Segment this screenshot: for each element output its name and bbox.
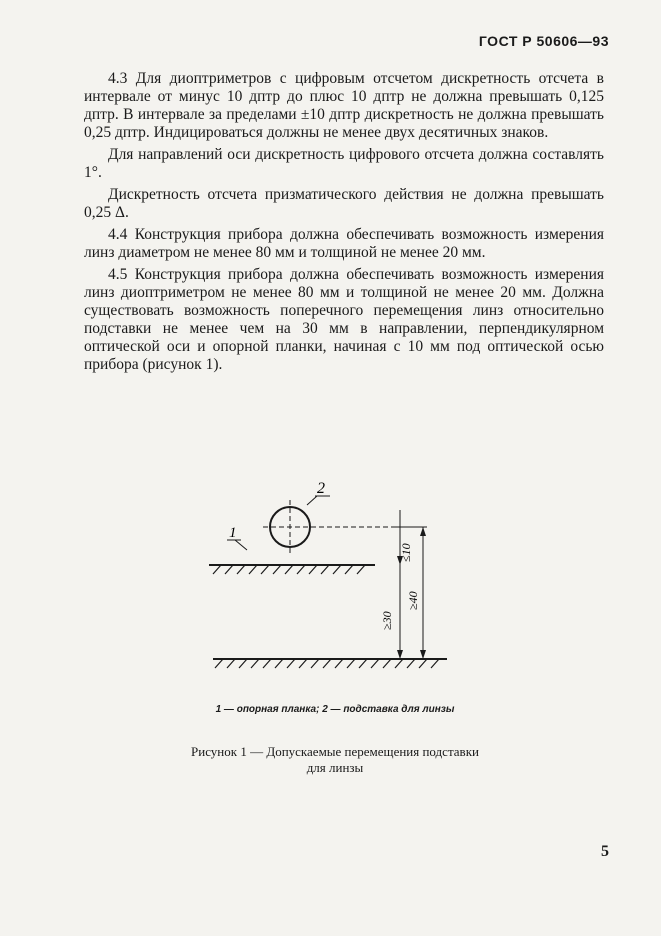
callout-1-label: 1 [229,525,237,541]
callout-1-leader [235,540,247,550]
figure-legend: 1 — опорная планка; 2 — подставка для линзы [215,704,455,715]
body-text [84,70,604,378]
dimension-40-arrow-bottom [420,650,426,659]
lower-base-hatch [215,659,439,668]
dimension-30-label: ≥30 [380,611,394,630]
callout-2-leader [307,496,317,505]
page-number: 5 [601,843,609,860]
paragraph-4-5: 4.5 Конструкция прибора должна обеспечивать возможность измерения линз диоптриметром не менее 80 мм и толщиной не менее 20 мм. Должна существовать возможность поперечного перемещения линз относительно подставки не менее чем на 30 мм в направлении, перпендикулярном оптической оси и опорной планки, начиная с 10 мм под оптической осью прибора (рисунок 1). [84,266,604,373]
figure-1-diagram [195,470,455,680]
dimension-40-label: ≥40 [406,591,420,610]
document-header: ГОСТ Р 50606—93 [478,33,609,49]
dimension-small-label: ≤10 [399,543,413,562]
dimension-40-arrow-top [420,527,426,536]
reference-plate-hatch [213,565,365,574]
paragraph-4-4: 4.4 Конструкция прибора должна обеспечивать возможность измерения линз диаметром не менее 80 мм и толщиной не менее 20 мм. [84,226,604,261]
paragraph-prism: Дискретность отсчета призматического действия не должна превышать 0,25 Δ. [84,186,604,221]
dimension-30-arrow [397,650,403,659]
paragraph-axis: Для направлений оси дискретность цифрового отсчета должна составлять 1°. [84,146,604,181]
callout-2-label: 2 [317,480,325,497]
paragraph-4-3: 4.3 Для диоптриметров с цифровым отсчетом дискретность отсчета в интервале от минус 10 дптр до плюс 10 дптр не должна превышать 0,125 дптр. В интервале за пределами ±10 дптр дискретность не должна превышать 0,25 дптр. Индицироваться должны не менее двух десятичных знаков. [84,70,604,141]
figure-caption: Рисунок 1 — Допускаемые перемещения подставки для линзы [191,744,479,775]
